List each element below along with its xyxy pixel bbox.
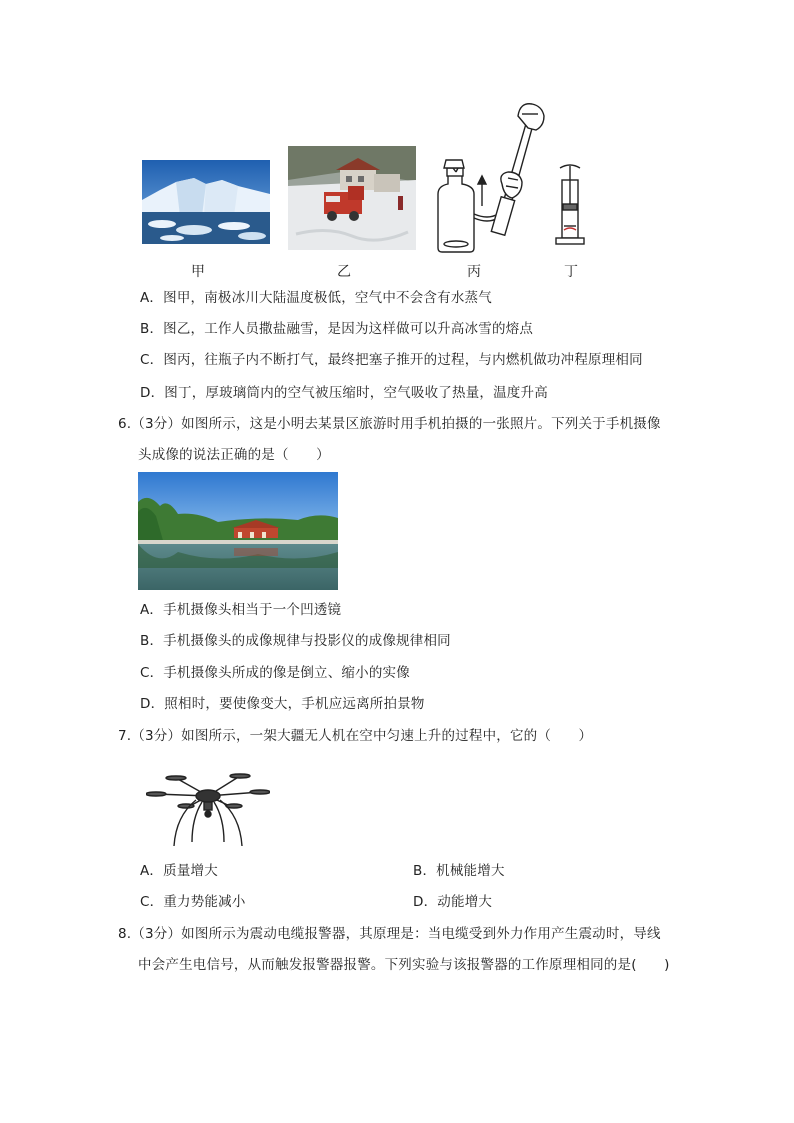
q7-option-b: B．机械能增大: [413, 863, 505, 879]
q8-stem-line1: 8.（3分）如图所示为震动电缆报警器，其原理是：当电缆受到外力作用产生震动时，导线: [118, 926, 661, 942]
caption-yi: 乙: [337, 264, 351, 280]
q5-option-b: B．图乙，工作人员撒盐融雪，是因为这样做可以升高冰雪的熔点: [140, 321, 534, 337]
q5-option-d: D．图丁，厚玻璃筒内的空气被压缩时，空气吸收了热量，温度升高: [140, 385, 548, 401]
q6-option-c: C．手机摄像头所成的像是倒立、缩小的实像: [140, 665, 410, 681]
q6-option-a: A．手机摄像头相当于一个凹透镜: [140, 602, 342, 618]
caption-jia: 甲: [191, 264, 205, 280]
q5-option-a: A．图甲，南极冰川大陆温度极低，空气中不会含有水蒸气: [140, 290, 492, 306]
figure-lake-photo: [138, 472, 338, 590]
figure-bing-bottle-pump: [432, 102, 550, 254]
figure-jia-glacier: [142, 160, 270, 244]
q6-option-d: D．照相时，要使像变大，手机应远离所拍景物: [140, 696, 425, 712]
figure-ding-glass-tube: [552, 160, 588, 252]
figure-drone: [146, 766, 270, 848]
q5-option-c: C．图丙，往瓶子内不断打气，最终把塞子推开的过程，与内燃机做功冲程原理相同: [140, 352, 643, 368]
q7-option-c: C．重力势能减小: [140, 894, 246, 910]
q7-stem: 7.（3分）如图所示，一架大疆无人机在空中匀速上升的过程中，它的（ ）: [118, 728, 593, 744]
caption-bing: 丙: [467, 264, 481, 280]
q6-stem-line1: 6.（3分）如图所示，这是小明去某景区旅游时用手机拍摄的一张照片。下列关于手机摄像: [118, 416, 661, 432]
q8-stem-line2: 中会产生电信号，从而触发报警器报警。下列实验与该报警器的工作原理相同的是( ): [138, 957, 670, 973]
figure-yi-snow-truck: [288, 146, 416, 250]
q7-option-d: D．动能增大: [413, 894, 493, 910]
q6-option-b: B．手机摄像头的成像规律与投影仪的成像规律相同: [140, 633, 451, 649]
caption-ding: 丁: [564, 264, 578, 280]
q7-option-a: A．质量增大: [140, 863, 218, 879]
q6-stem-line2: 头成像的说法正确的是（ ）: [138, 447, 330, 463]
